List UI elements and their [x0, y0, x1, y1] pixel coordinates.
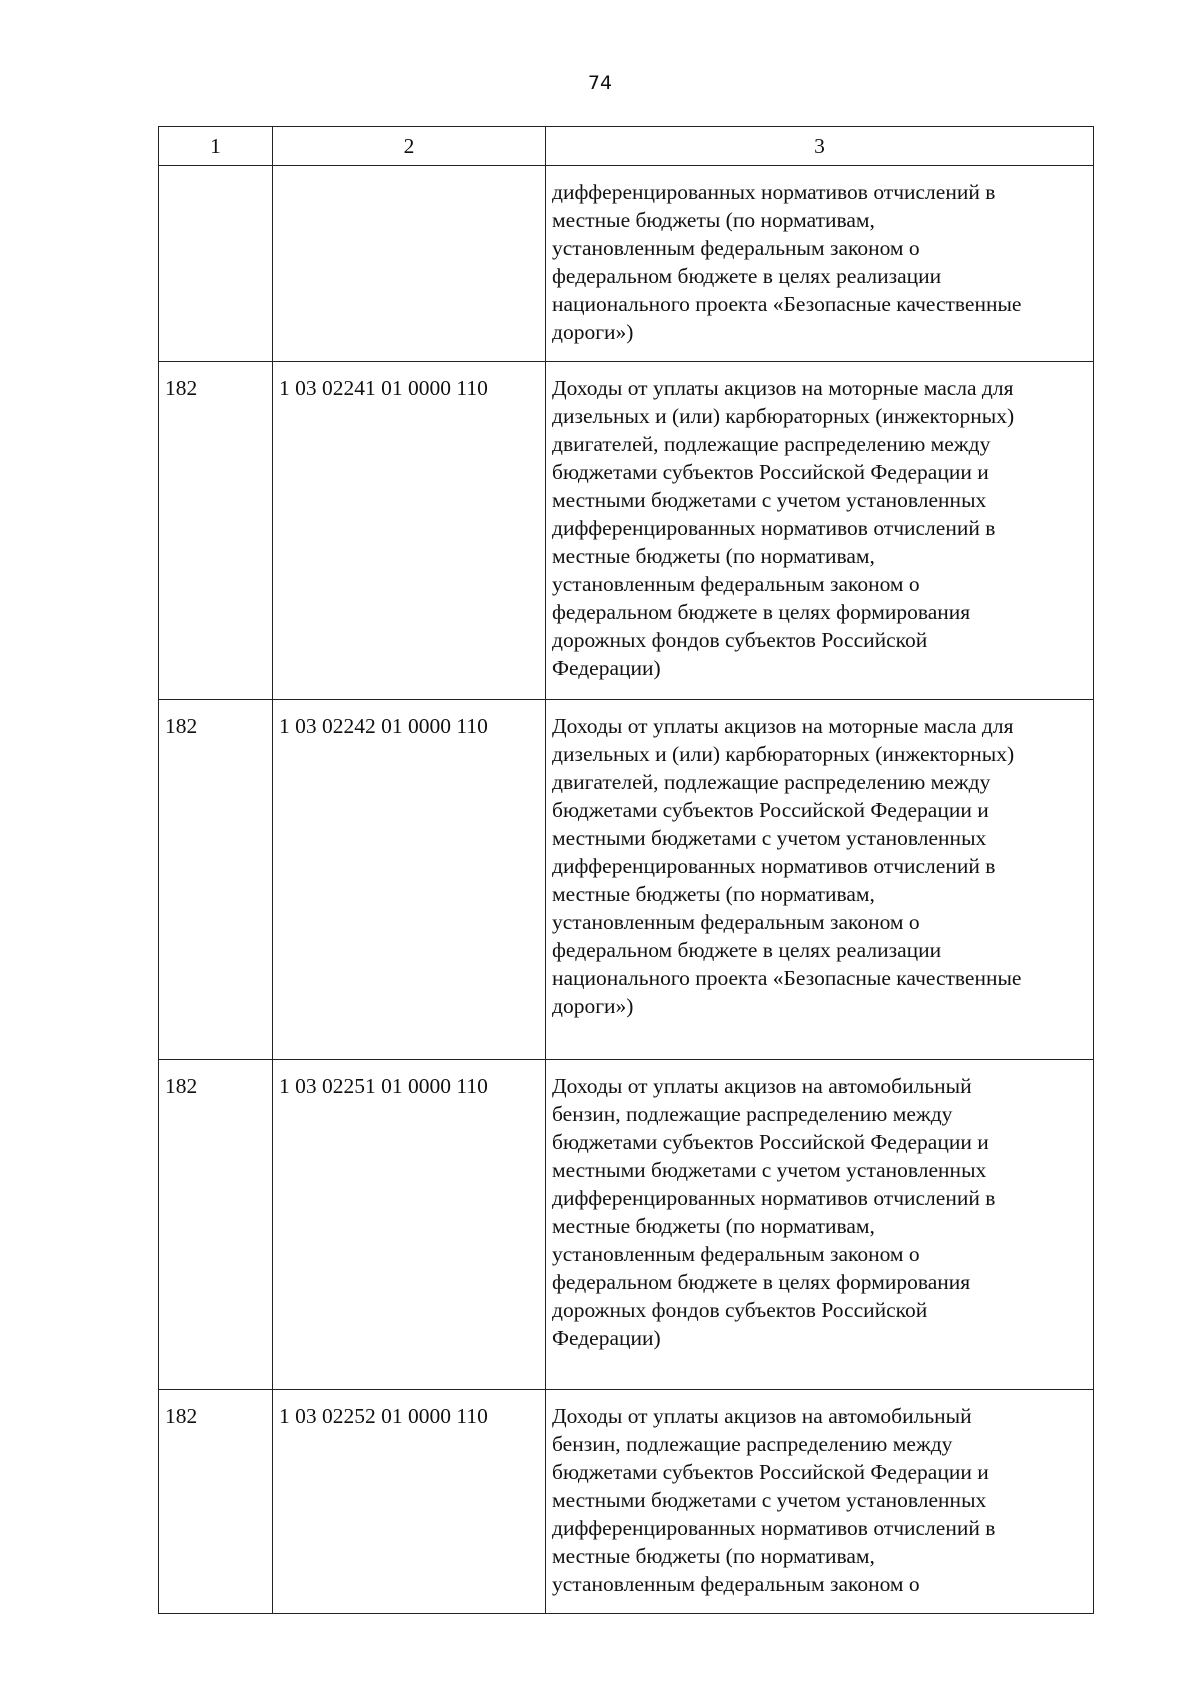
- kbk-code-cell: 1 03 02241 01 0000 110: [273, 362, 546, 700]
- table-row: [159, 166, 1094, 362]
- description-cell: Доходы от уплаты акцизов на моторные масла для дизельных и (или) карбюраторных (инжекторных) двигателей, подлежащие распределению между бюджетами субъектов Российской Федерации и местными бюджетами с учетом установленных дифференцированных нормативов отчислений в местные бюджеты (по нормативам, установленным федеральным законом о федеральном бюджете в целях формирования дорожных фондов субъектов Российской Федерации): [546, 362, 1094, 700]
- table-row: [159, 1390, 1094, 1614]
- admin-code-cell: 182: [159, 700, 273, 1060]
- admin-code-cell: 182: [159, 1060, 273, 1390]
- table-header-row: [159, 127, 1094, 166]
- admin-code-cell: 182: [159, 1390, 273, 1614]
- page-number: 74: [587, 72, 613, 94]
- column-header-3: 3: [546, 127, 1094, 166]
- table-row: [159, 1060, 1094, 1390]
- admin-code-cell: 182: [159, 362, 273, 700]
- kbk-code-cell: 1 03 02252 01 0000 110: [273, 1390, 546, 1614]
- column-header-2: 2: [273, 127, 546, 166]
- column-header-1: 1: [159, 127, 273, 166]
- table-row: [159, 700, 1094, 1060]
- description-cell: дифференцированных нормативов отчислений в местные бюджеты (по нормативам, установленным федеральным законом о федеральном бюджете в целях реализации национального проекта «Безопасные качественные дороги»): [546, 166, 1094, 362]
- description-cell: Доходы от уплаты акцизов на моторные масла для дизельных и (или) карбюраторных (инжекторных) двигателей, подлежащие распределению между бюджетами субъектов Российской Федерации и местными бюджетами с учетом установленных дифференцированных нормативов отчислений в местные бюджеты (по нормативам, установленным федеральным законом о федеральном бюджете в целях реализации национального проекта «Безопасные качественные дороги»): [546, 700, 1094, 1060]
- description-cell: Доходы от уплаты акцизов на автомобильный бензин, подлежащие распределению между бюджетами субъектов Российской Федерации и местными бюджетами с учетом установленных дифференцированных нормативов отчислений в местные бюджеты (по нормативам, установленным федеральным законом о: [546, 1390, 1094, 1614]
- admin-code-cell: [159, 166, 273, 362]
- description-cell: Доходы от уплаты акцизов на автомобильный бензин, подлежащие распределению между бюджетами субъектов Российской Федерации и местными бюджетами с учетом установленных дифференцированных нормативов отчислений в местные бюджеты (по нормативам, установленным федеральным законом о федеральном бюджете в целях формирования дорожных фондов субъектов Российской Федерации): [546, 1060, 1094, 1390]
- kbk-code-cell: 1 03 02251 01 0000 110: [273, 1060, 546, 1390]
- kbk-code-cell: 1 03 02242 01 0000 110: [273, 700, 546, 1060]
- budget-revenue-table: [158, 126, 1094, 1614]
- kbk-code-cell: [273, 166, 546, 362]
- table-row: [159, 362, 1094, 700]
